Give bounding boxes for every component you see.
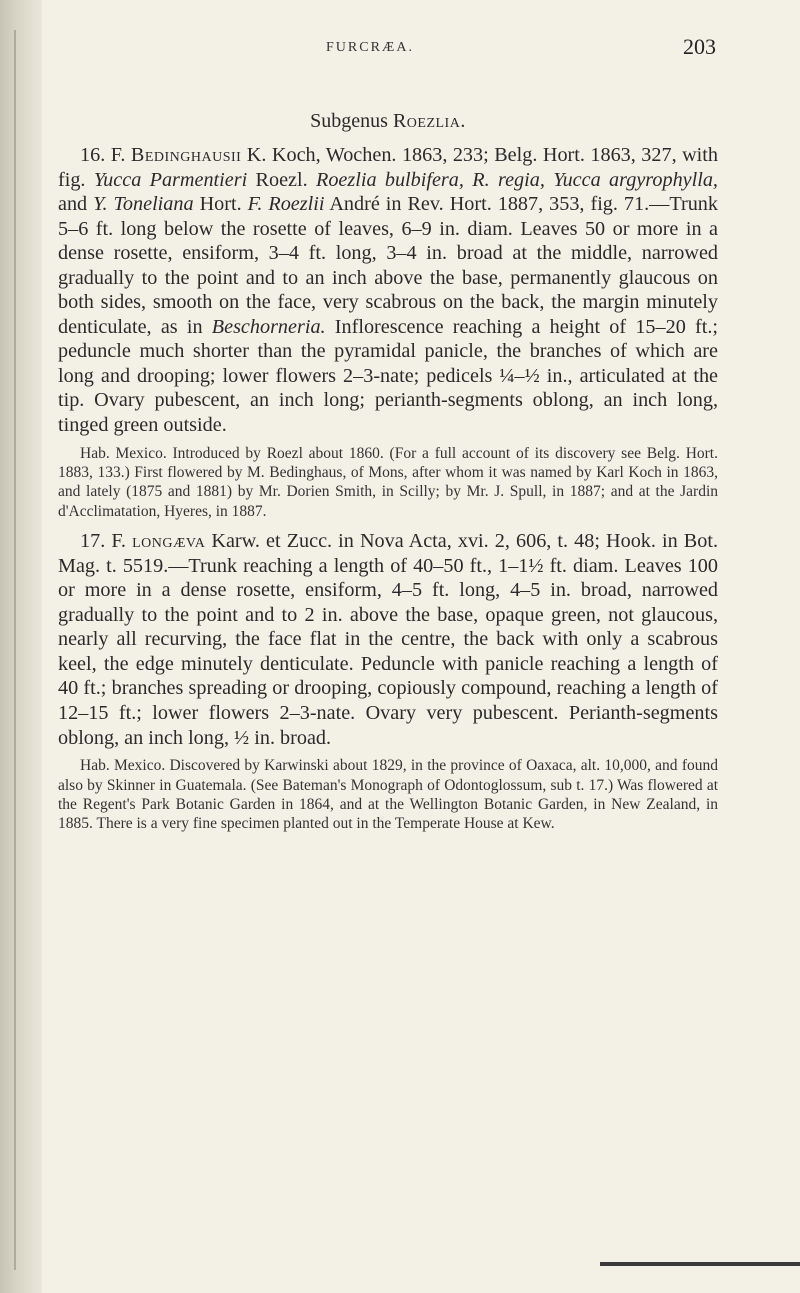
- subgenus-name: Roezlia.: [392, 110, 466, 132]
- subgenus-heading: [58, 110, 718, 133]
- book-gutter-shadow: [0, 0, 42, 1293]
- species-entry-16: [58, 143, 718, 438]
- page-bottom-edge: [600, 1262, 800, 1266]
- habitat-note-17: Hab. Mexico. Discovered by Karwinski about 1829, in the province of Oaxaca, alt. 10,000, and found also by Skinner in Guatemala. (See Bateman's Monograph of Odontoglossum, sub t. 17.) Was flowered at the Regent's Park Botanic Garden in 1864, and at the Wellington Botanic Garden, in New Zealand, in 1885. There is a very fine specimen planted out in the Temperate House at Kew.: [58, 757, 718, 833]
- synonym: Roezlia bulbifera, R. regia, Yucca argyrophylla,: [315, 168, 718, 191]
- entry-text: K. Koch, Wochen. 1863, 233; Belg. Hort. 1863, 327, with fig.: [58, 144, 718, 191]
- running-head: [90, 34, 716, 70]
- entry-text: Karw. et Zucc. in Nova Acta, xvi. 2, 606, t. 48; Hook. in Bot. Mag. t. 5519.—Trunk reaching a length of 40–50 ft., 1–1½ ft. diam. Leaves 100 or more in a dense rosette, ensiform, 4–5 ft. long, 4–5 in. broad, narrowed gradually to the point and to 2 in. above the base, opaque green, not glaucous, nearly all recurving, the face flat in the centre, the back with only a scabrous keel, the edge minutely denticulate. Peduncle with panicle reaching a length of 40 ft.; branches spreading or drooping, copiously compound, reaching a length of 12–15 ft.; lower flowers 2–3-nate. Ovary very pubescent. Perianth-segments oblong, an inch long, ½ in. broad.: [58, 530, 718, 749]
- habitat-note-16: Hab. Mexico. Introduced by Roezl about 1860. (For a full account of its discovery see Belg. Hort. 1883, 133.) First flowered by M. Bedinghaus, of Mons, after whom it was named by Karl Koch in 1863, and lately (1875 and 1881) by Mr. Dorien Smith, in Scilly; by Mr. J. Spull, in 1887; and at the Jardin d'Acclimatation, Hyeres, in 1887.: [58, 444, 718, 520]
- subgenus-label: Subgenus: [310, 110, 388, 132]
- entry-text: Inflorescence reaching a height of 15–20 ft.; peduncle much shorter than the pyramidal panicle, the branches of which are long and drooping; lower flowers 2–3-nate; pedicels ¼–½ in., articulated at the tip. Ovary pubescent, an inch long; perianth-segments oblong, an inch long, tinged green outside.: [58, 315, 719, 437]
- genus-reference: Beschorneria.: [211, 315, 326, 338]
- entry-number: 16. F.: [80, 144, 126, 166]
- species-name: longæva: [132, 530, 206, 553]
- page-body: [58, 110, 718, 842]
- entry-text: André in Rev. Hort. 1887, 353, fig. 71.—Trunk 5–6 ft. long below the rosette of leaves, 6–9 in. diam. Leaves 50 or more in a dense rosette, ensiform, 3–4 ft. long, 3–4 in. broad at the middle, narrowed gradually to the point and to an inch above the base, permanently glaucous on both sides, smooth on the face, very scabrous on the back, the margin minutely denticulate, as in: [58, 193, 718, 338]
- species-name: Bedinghausii: [130, 144, 242, 166]
- entry-text: and: [58, 193, 94, 216]
- entry-text: Roezl.: [247, 168, 316, 191]
- synonym: Yucca Parmentieri: [93, 168, 248, 191]
- binding-edge: [14, 30, 16, 1270]
- synonym: F. Roezlii: [247, 193, 325, 216]
- synonym: Y. Toneliana: [93, 193, 194, 216]
- page-number: 203: [683, 34, 716, 59]
- species-entry-17: [58, 529, 718, 750]
- running-title: FURCRÆA.: [326, 40, 414, 55]
- entry-text: Hort.: [193, 193, 248, 216]
- entry-number: 17. F.: [80, 530, 126, 553]
